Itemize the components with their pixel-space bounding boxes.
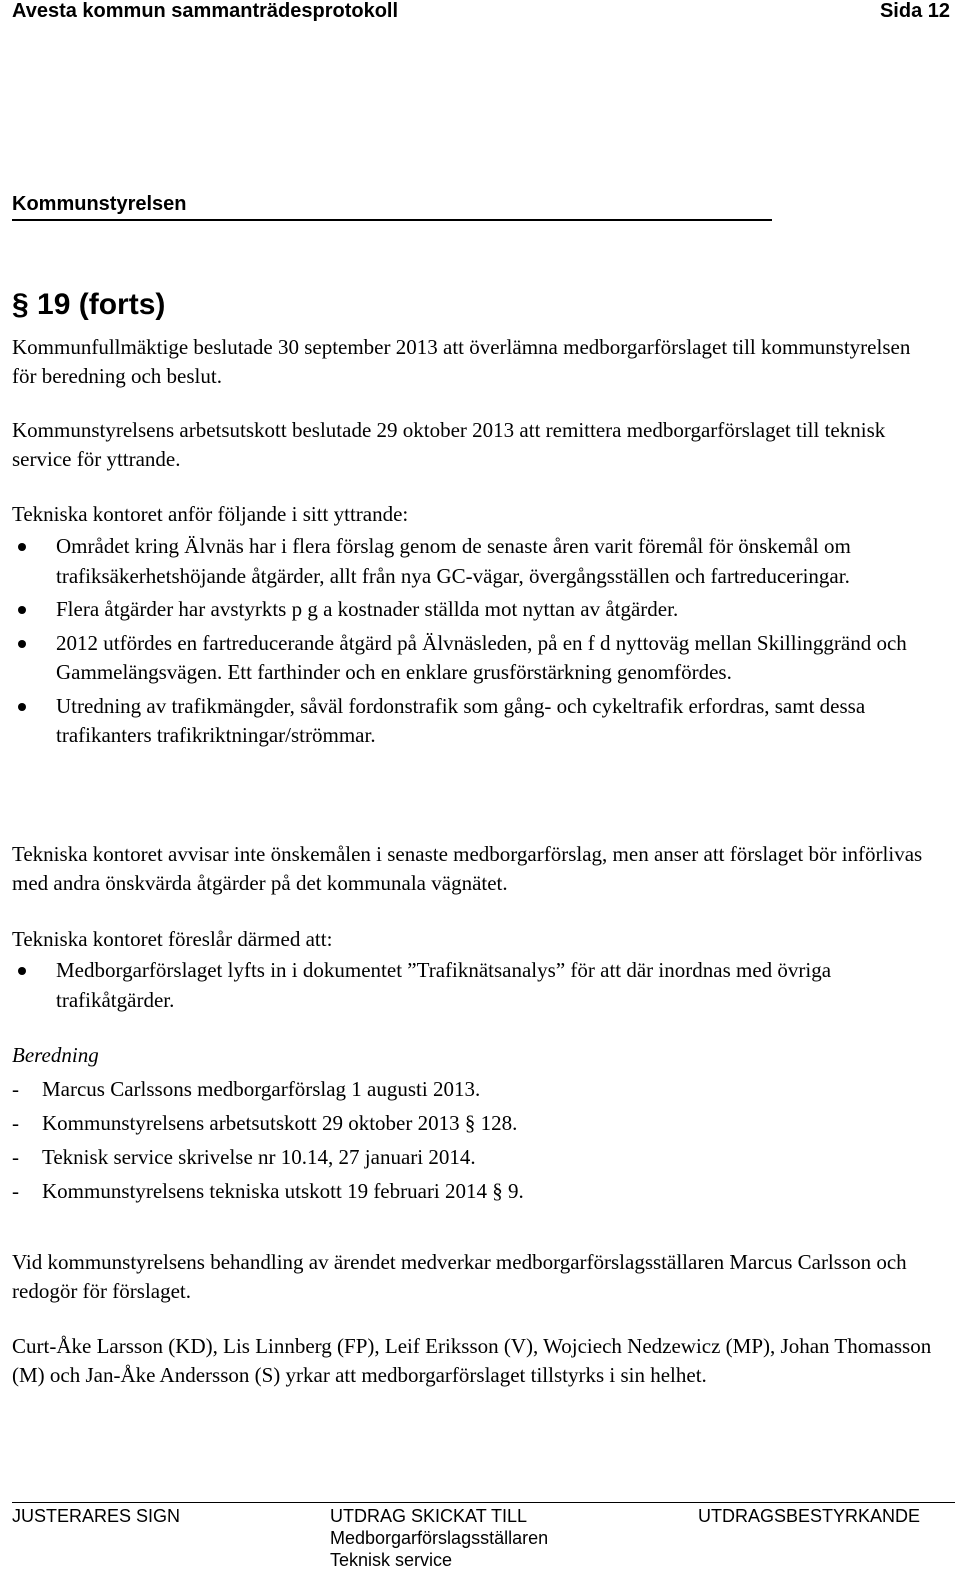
list-item [12, 1174, 932, 1208]
footer-distribution-title: UTDRAG SKICKAT TILL [330, 1506, 528, 1526]
bullet-text: Medborgarförslaget lyfts in i dokumentet ”Trafiknätsanalys” för att där inordnas med övriga trafikåtgärder. [56, 958, 832, 1012]
bullet-icon [18, 543, 26, 551]
footer-signature-label: JUSTERARES SIGN [12, 1506, 181, 1526]
list-item [12, 1140, 932, 1174]
bullet-icon [18, 640, 26, 648]
bullet-icon [18, 606, 26, 614]
paragraph-assessment: Tekniska kontoret avvisar inte önskemålen i senaste medborgarförslag, men anser att förslaget bör införlivas med andra önskvärda åtgärder på det kommunala vägnätet. [12, 842, 923, 895]
proposal-bullet-list [12, 956, 932, 1019]
footer-distribution [330, 1505, 548, 1571]
dash-marker: - [12, 1179, 19, 1203]
section-heading: § 19 (forts) [12, 288, 166, 321]
committee-underline [12, 219, 772, 221]
preparation-item: Marcus Carlssons medborgarförslag 1 augusti 2013. [42, 1077, 481, 1101]
page-number: Sida 12 [879, 0, 950, 22]
preparation-item: Kommunstyrelsens tekniska utskott 19 februari 2014 § 9. [42, 1179, 524, 1203]
paragraph-participation: Vid kommunstyrelsens behandling av ärendet medverkar medborgarförslagsställaren Marcus Carlsson och redogör för förslaget. [12, 1250, 907, 1303]
footer-recipient: Medborgarförslagsställaren [330, 1528, 549, 1548]
bullet-text: Flera åtgärder har avstyrkts p g a kostnader ställda mot nyttan av åtgärder. [56, 597, 679, 621]
list-item [12, 595, 932, 625]
list-item [12, 1072, 932, 1106]
preparation-list [12, 1072, 932, 1208]
bullet-text: Området kring Älvnäs har i flera förslag genom de senaste åren varit föremål för önskemål om trafiksäkerhetshöjande åtgärder, allt från nya GC-vägar, övergångsställen och fartreduceringar. [56, 534, 851, 588]
list-item [12, 532, 932, 591]
dash-marker: - [12, 1077, 19, 1101]
bullet-icon [18, 967, 26, 975]
footer-divider [12, 1502, 955, 1503]
list-item [12, 956, 932, 1015]
document-title: Avesta kommun sammanträdesprotokoll [12, 0, 399, 22]
list-item [12, 1106, 932, 1140]
paragraph-referral: Kommunfullmäktige beslutade 30 september 2013 att överlämna medborgarförslaget till kommunstyrelsen för beredning och beslut. [12, 335, 911, 388]
dash-marker: - [12, 1111, 19, 1135]
footer-recipient: Teknisk service [330, 1550, 453, 1570]
paragraph-statement-intro: Tekniska kontoret anför följande i sitt yttrande: [12, 502, 409, 526]
paragraph-remittance: Kommunstyrelsens arbetsutskott beslutade 29 oktober 2013 att remittera medborgarförslaget till teknisk service för yttrande. [12, 418, 886, 471]
bullet-text: 2012 utfördes en fartreducerande åtgärd på Älvnäsleden, på en f d nyttoväg mellan Skillinggränd och Gammelängsvägen. Ett farthinder och en enklare grusförstärkning genomfördes. [56, 630, 907, 684]
bullet-text: Utredning av trafikmängder, såväl fordonstrafik som gång- och cykeltrafik erfordras, samt dessa trafikanters trafikriktningar/strömmar. [56, 693, 866, 747]
statement-bullet-list [12, 532, 932, 755]
preparation-heading: Beredning [12, 1043, 99, 1067]
list-item [12, 692, 932, 751]
preparation-item: Kommunstyrelsens arbetsutskott 29 oktober 2013 § 128. [42, 1111, 518, 1135]
paragraph-proposal-intro: Tekniska kontoret föreslår därmed att: [12, 927, 333, 951]
dash-marker: - [12, 1145, 19, 1169]
paragraph-motion: Curt-Åke Larsson (KD), Lis Linnberg (FP), Leif Eriksson (V), Wojciech Nedzewicz (MP), Johan Thomasson (M) och Jan-Åke Andersson (S) yrkar att medborgarförslaget tillstyrks i sin helhet. [12, 1334, 932, 1387]
footer-certification-label: UTDRAGSBESTYRKANDE [698, 1506, 921, 1526]
preparation-item: Teknisk service skrivelse nr 10.14, 27 januari 2014. [42, 1145, 476, 1169]
committee-name: Kommunstyrelsen [12, 193, 187, 215]
bullet-icon [18, 703, 26, 711]
list-item [12, 629, 932, 688]
